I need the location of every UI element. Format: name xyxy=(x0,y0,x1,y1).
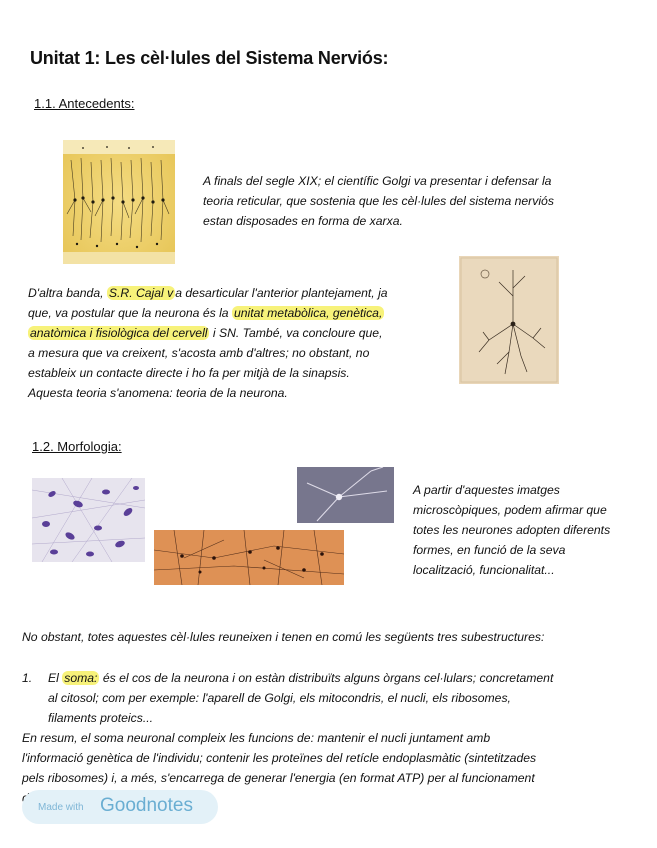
stained-neurons-image xyxy=(32,478,145,562)
soma-list-item: El soma: és el cos de la neurona i on estàn distribuïts alguns òrgans cel·lulars; concretament al citosol; com per exemple: l'aparell de Golgi, els mitocondris, el nucli, els ribosomes, filaments proteics... xyxy=(48,671,554,725)
orange-neurons-image xyxy=(154,530,344,585)
highlight-anatomica: anatòmica i fisiològica del cervell xyxy=(30,326,208,340)
substructures-intro: No obstant, totes aquestes cèl·lules reuneixen i tenen en comú les següents tres subestructures: xyxy=(22,630,545,644)
section-heading-morfologia: 1.2. Morfologia: xyxy=(32,439,122,454)
cajal-drawing-image xyxy=(459,256,559,384)
golgi-paragraph: A finals del segle XIX; el científic Golgi va presentar i defensar la teoria reticular, que sostenia que les cèl·lules del sistema nerviós estan disposades en forma de xarxa. xyxy=(203,174,554,228)
highlight-unitat: unitat metabòlica, genètica, xyxy=(233,306,383,320)
watermark-small-text: Made with xyxy=(38,802,84,813)
cajal-paragraph: D'altra banda, S.R. Cajal v a desarticular l'anterior plantejament, ja que, va postular que la neurona és la unitat metabòlica, genètica, anatòmica i fisiològica del cervell i SN. També, va concloure que, a mesura que va creixent, s'acosta amb d'altres; no obstant, no estableix un contacte directe i ho fa per mitjà de la sinapsis. Aquesta teoria s'anomena: teoria de la neurona. xyxy=(28,286,388,400)
summary-paragraph: En resum, el soma neuronal compleix les funcions de: mantenir el nucli juntament amb l'informació genètica de l'individu; contenir les proteïnes del retícle endoplasmàtic (sintetitzades pels ribosomes) i, a més, s'encarrega de generar l'energia (en format ATP) per al funcionament xyxy=(22,731,537,785)
section-heading-antecedents: 1.1. Antecedents: xyxy=(34,96,135,111)
goodnotes-watermark xyxy=(22,790,218,824)
list-number-1: 1. xyxy=(22,671,33,685)
highlight-cajal: S.R. Cajal v xyxy=(108,286,174,300)
watermark-logo-text: Goodnotes xyxy=(100,795,193,816)
morfologia-paragraph: A partir d'aquestes imatges microscòpiques, podem afirmar que totes les neurones adopten diferents formes, en funció de la seva localització, funcionalitat... xyxy=(413,483,611,577)
golgi-drawing-image xyxy=(63,140,175,264)
micro-neuron-image xyxy=(297,467,394,523)
highlight-soma: soma: xyxy=(64,671,98,685)
page-title: Unitat 1: Les cèl·lules del Sistema Nerviós: xyxy=(30,48,389,68)
